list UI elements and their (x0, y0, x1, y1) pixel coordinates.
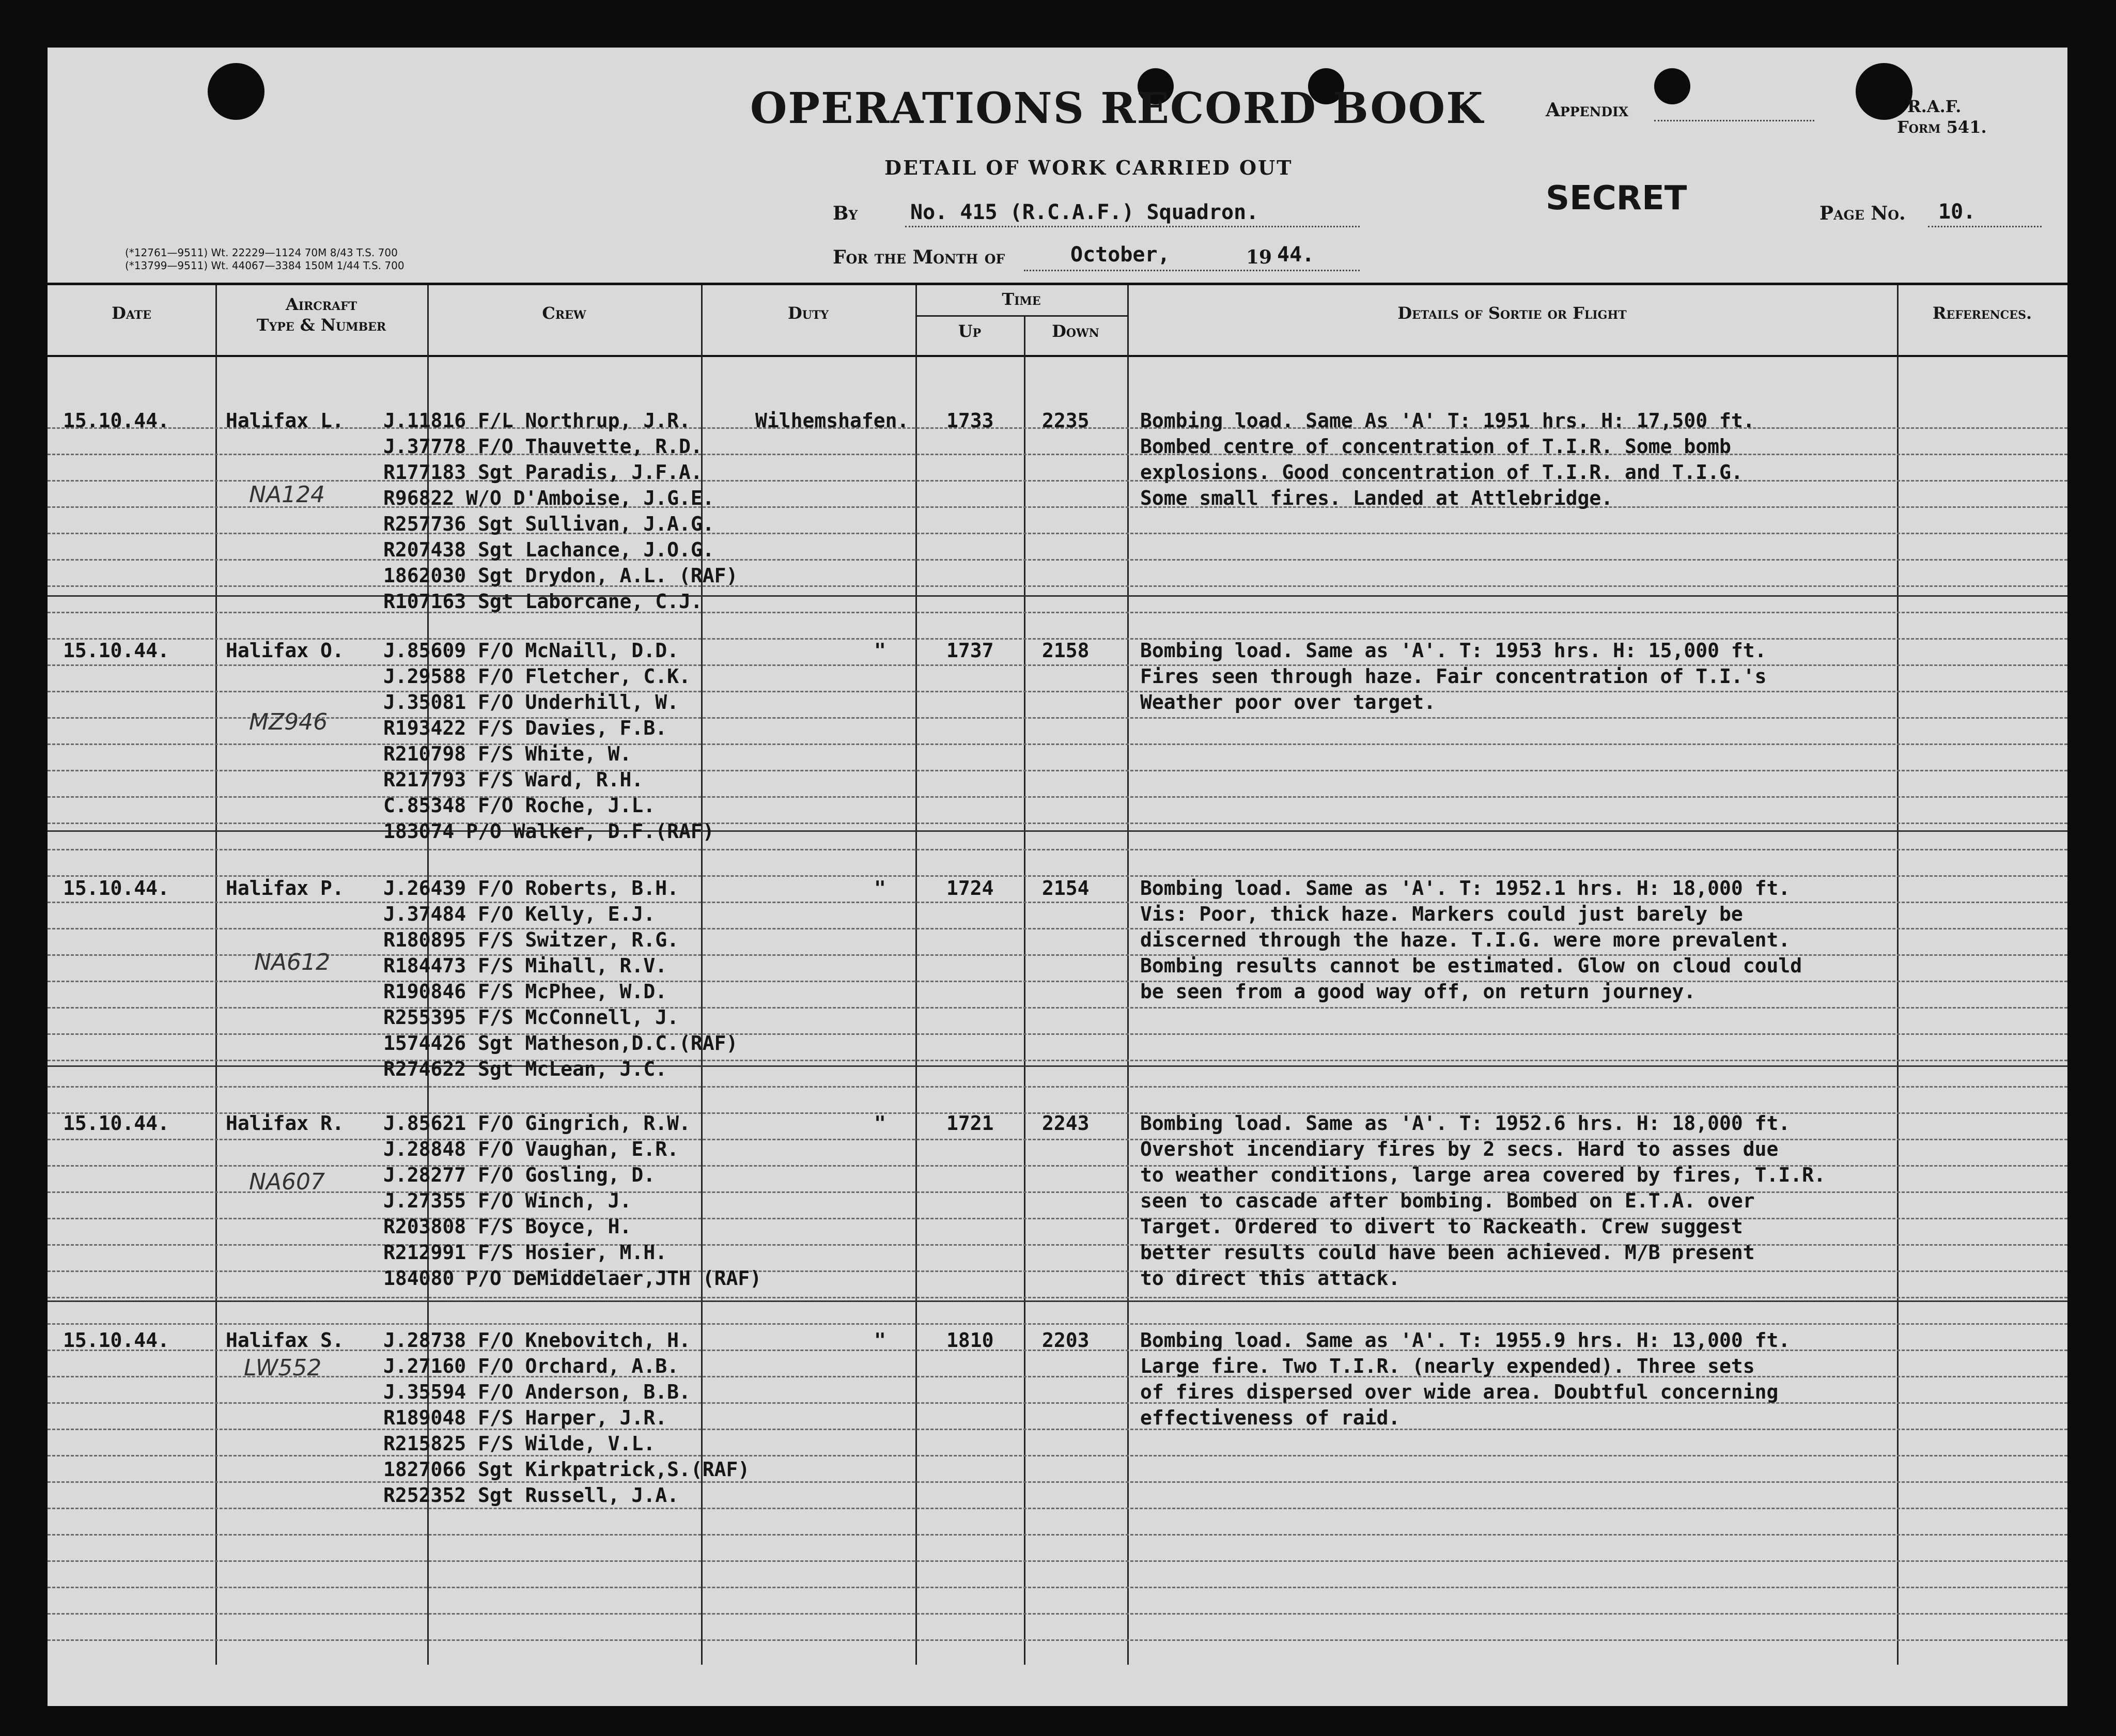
crew-member: J.27160 F/O Orchard, A.B. (383, 1355, 679, 1377)
col-time-header: Time (1002, 289, 1041, 309)
details-line: Bombing load. Same As 'A' T: 1951 hrs. H: 17,500 ft. (1140, 409, 1755, 432)
details-line: Vis: Poor, thick haze. Markers could just barely be (1140, 903, 1743, 925)
page-subtitle: DETAIL OF WORK CARRIED OUT (884, 156, 1293, 179)
crew-member: R189048 F/S Harper, J.R. (383, 1406, 667, 1429)
entry-date: 15.10.44. (63, 639, 169, 662)
details-line: Bombed centre of concentration of T.I.R. Some bomb (1140, 435, 1731, 458)
crew-member: R252352 Sgt Russell, J.A. (383, 1484, 679, 1507)
entry-duty: " (874, 639, 886, 662)
entry-aircraft: Halifax S. (226, 1329, 344, 1352)
aircraft-serial: NA607 (249, 1169, 325, 1195)
details-line: Target. Ordered to divert to Rackeath. Crew suggest (1140, 1215, 1743, 1238)
details-line: seen to cascade after bombing. Bombed on E.T.A. over (1140, 1189, 1755, 1212)
time-down: 2235 (1042, 409, 1090, 432)
details-line: Fires seen through haze. Fair concentration of T.I.'s (1140, 665, 1767, 688)
details-line: Bombing load. Same as 'A'. T: 1953 hrs. H: 15,000 ft. (1140, 639, 1767, 662)
details-line: Bombing load. Same as 'A'. T: 1952.1 hrs. H: 18,000 ft. (1140, 877, 1791, 900)
month-value: October, (1070, 243, 1170, 267)
appendix-line (1654, 120, 1814, 121)
entry-duty: Wilhemshafen. (755, 409, 909, 432)
aircraft-serial: NA124 (249, 482, 325, 508)
entry-aircraft: Halifax P. (226, 877, 344, 900)
col-up-header: Up (958, 321, 982, 341)
details-line: effectiveness of raid. (1140, 1406, 1401, 1429)
crew-member: R177183 Sgt Paradis, J.F.A. (383, 461, 703, 484)
crew-member: 1574426 Sgt Matheson,D.C.(RAF) (383, 1032, 738, 1055)
crew-member: 184080 P/O DeMiddelaer,JTH (RAF) (383, 1267, 762, 1290)
details-line: explosions. Good concentration of T.I.R. and T.I.G. (1140, 461, 1743, 484)
month-label: For the Month of (833, 246, 1005, 268)
entry-duty: " (874, 877, 886, 900)
crew-member: R212991 F/S Hosier, M.H. (383, 1241, 667, 1264)
time-down: 2154 (1042, 877, 1090, 900)
col-down-header: Down (1052, 321, 1099, 341)
entry-duty: " (874, 1329, 886, 1352)
crew-member: J.37778 F/O Thauvette, R.D. (383, 435, 703, 458)
crew-member: J.26439 F/O Roberts, B.H. (383, 877, 679, 900)
crew-member: R255395 F/S McConnell, J. (383, 1006, 679, 1029)
col-aircraft-subheader: Type & Number (256, 315, 386, 335)
crew-member: 1827066 Sgt Kirkpatrick,S.(RAF) (383, 1458, 750, 1481)
sortie-entry (48, 358, 2067, 613)
entry-date: 15.10.44. (63, 1329, 169, 1352)
print-code-1: (*12761—9511) Wt. 22229—1124 70M 8/43 T.S. 700 (125, 246, 398, 259)
crew-member: R203808 F/S Boyce, H. (383, 1215, 632, 1238)
col-aircraft-header: Aircraft (285, 295, 357, 314)
details-line: better results could have been achieved. M/B present (1140, 1241, 1755, 1264)
sortie-entry (48, 1060, 2067, 1290)
crew-member: R190846 F/S McPhee, W.D. (383, 980, 667, 1003)
crew-member: 183074 P/O Walker, D.F.(RAF) (383, 820, 714, 843)
page-title: OPERATIONS RECORD BOOK (750, 84, 1484, 133)
record-sheet (48, 48, 2067, 1706)
details-line: Weather poor over target. (1140, 691, 1436, 714)
aircraft-serial: LW552 (244, 1355, 322, 1381)
crew-member: R217793 F/S Ward, R.H. (383, 768, 644, 791)
entry-aircraft: Halifax O. (226, 639, 344, 662)
crew-member: J.85621 F/O Gingrich, R.W. (383, 1112, 691, 1135)
crew-member: R257736 Sgt Sullivan, J.A.G. (383, 513, 714, 535)
appendix-label: Appendix (1546, 99, 1629, 121)
crew-member: J.28277 F/O Gosling, D. (383, 1164, 656, 1186)
crew-member: J.28848 F/O Vaughan, E.R. (383, 1138, 679, 1160)
secret-stamp: SECRET (1546, 179, 1687, 218)
crew-member: J.37484 F/O Kelly, E.J. (383, 903, 656, 925)
details-line: Bombing load. Same as 'A'. T: 1955.9 hrs. H: 13,000 ft. (1140, 1329, 1791, 1352)
entry-aircraft: Halifax R. (226, 1112, 344, 1135)
crew-member: R274622 Sgt McLean, J.C. (383, 1058, 667, 1080)
col-duty-header: Duty (787, 303, 829, 323)
year-prefix: 19 (1246, 246, 1272, 268)
details-line: Overshot incendiary fires by 2 secs. Hard to asses due (1140, 1138, 1779, 1160)
binder-hole (208, 63, 264, 120)
crew-member: R184473 F/S Mihall, R.V. (383, 954, 667, 977)
details-line: Some small fires. Landed at Attlebridge. (1140, 487, 1613, 509)
time-up: 1721 (946, 1112, 994, 1135)
details-line: to weather conditions, large area covered by fires, T.I.R. (1140, 1164, 1826, 1186)
form-label: R.A.F. (1907, 97, 1962, 116)
aircraft-serial: NA612 (254, 949, 330, 975)
sortie-entry (48, 590, 2067, 843)
details-line: Bombing load. Same as 'A'. T: 1952.6 hrs. H: 18,000 ft. (1140, 1112, 1791, 1135)
page-no-value: 10. (1938, 200, 1976, 224)
details-line: Bombing results cannot be estimated. Glow on cloud could (1140, 954, 1802, 977)
details-line: Large fire. Two T.I.R. (nearly expended). Three sets (1140, 1355, 1755, 1377)
crew-member: R215825 F/S Wilde, V.L. (383, 1432, 656, 1455)
details-line: be seen from a good way off, on return journey. (1140, 980, 1696, 1003)
form-number: Form 541. (1897, 117, 1987, 137)
by-line (905, 226, 1360, 227)
time-divider (915, 315, 1127, 317)
punch-hole (1654, 68, 1690, 104)
crew-member: R180895 F/S Switzer, R.G. (383, 928, 679, 951)
time-down: 2243 (1042, 1112, 1090, 1135)
table-top-rule (48, 283, 2067, 285)
entry-duty: " (874, 1112, 886, 1135)
crew-member: R210798 F/S White, W. (383, 742, 632, 765)
details-line: to direct this attack. (1140, 1267, 1401, 1290)
time-up: 1733 (946, 409, 994, 432)
crew-member: J.35081 F/O Underhill, W. (383, 691, 679, 714)
time-up: 1737 (946, 639, 994, 662)
crew-member: R207438 Sgt Lachance, J.O.G. (383, 538, 714, 561)
crew-member: R107163 Sgt Laborcane, C.J. (383, 590, 703, 613)
entry-date: 15.10.44. (63, 409, 169, 432)
details-line: of fires dispersed over wide area. Doubtful concerning (1140, 1381, 1779, 1403)
crew-member: R193422 F/S Davies, F.B. (383, 717, 667, 739)
crew-member: J.11816 F/L Northrup, J.R. (383, 409, 691, 432)
col-date-header: Date (112, 303, 151, 323)
entry-date: 15.10.44. (63, 1112, 169, 1135)
crew-member: 1862030 Sgt Drydon, A.L. (RAF) (383, 564, 738, 587)
time-down: 2203 (1042, 1329, 1090, 1352)
crew-member: J.85609 F/O McNaill, D.D. (383, 639, 679, 662)
sortie-entry (48, 825, 2067, 1080)
binder-hole (1856, 63, 1912, 120)
entry-date: 15.10.44. (63, 877, 169, 900)
crew-member: R96822 W/O D'Amboise, J.G.E. (383, 487, 714, 509)
entry-aircraft: Halifax L. (226, 409, 344, 432)
aircraft-serial: MZ946 (249, 709, 328, 735)
crew-member: J.28738 F/O Knebovitch, H. (383, 1329, 691, 1352)
crew-member: C.85348 F/O Roche, J.L. (383, 794, 656, 817)
crew-member: J.35594 F/O Anderson, B.B. (383, 1381, 691, 1403)
col-references-header: References. (1932, 303, 2032, 323)
print-code-2: (*13799—9511) Wt. 44067—3384 150M 1/44 T.S. 700 (125, 259, 404, 272)
by-label: By (833, 203, 858, 224)
month-line (1024, 270, 1360, 271)
sortie-entry (48, 1295, 2067, 1507)
crew-member: J.27355 F/O Winch, J. (383, 1189, 632, 1212)
time-up: 1810 (946, 1329, 994, 1352)
time-up: 1724 (946, 877, 994, 900)
col-details-header: Details of Sortie or Flight (1397, 303, 1627, 323)
page-no-line (1928, 226, 2042, 227)
col-crew-header: Crew (542, 303, 586, 323)
details-line: discerned through the haze. T.I.G. were more prevalent. (1140, 928, 1791, 951)
year-value: 44. (1277, 243, 1315, 267)
time-down: 2158 (1042, 639, 1090, 662)
squadron-value: No. 415 (R.C.A.F.) Squadron. (910, 200, 1259, 224)
page-no-label: Page No. (1819, 203, 1906, 224)
crew-member: J.29588 F/O Fletcher, C.K. (383, 665, 691, 688)
header-bottom-rule (48, 355, 2067, 357)
entries (48, 358, 2067, 1665)
